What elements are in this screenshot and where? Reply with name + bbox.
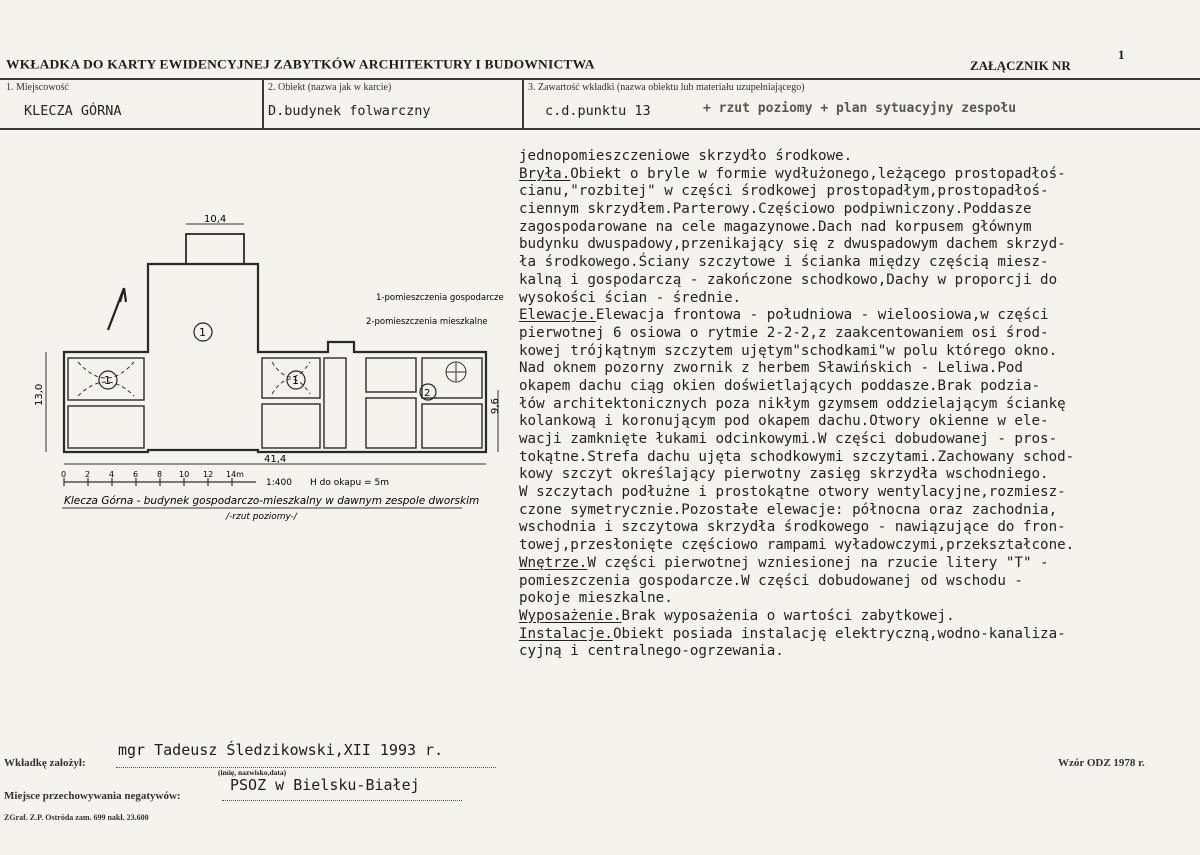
description-line-text: kalną i gospodarczą - zakończone schodkowo,Dachy w proporcji do [519, 271, 1058, 288]
description-line [519, 573, 1074, 591]
content-addition: + rzut poziomy + plan sytuacyjny zespołu [703, 101, 1017, 116]
author-dotted-line [116, 767, 496, 768]
description-line [519, 290, 1074, 308]
description-line-text: ciennym skrzydłem.Parterowy.Częściowo podpiwniczony.Poddasze [519, 201, 1032, 218]
description-line-text: Elewacja frontowa - południowa - wieloosiowa,w części [595, 307, 1049, 324]
description-line-text: zagospodarowane na cele magazynowe.Dach nad korpusem głównym [519, 218, 1032, 235]
description-line [519, 325, 1074, 343]
description-line-text: wysokości ścian - średnie. [519, 289, 742, 306]
description-line-text: Nad oknem pozorny zwornik z herbem Sławińskich - Leliwa.Pod [519, 360, 1023, 377]
annex-number: 1 [1118, 47, 1125, 62]
eaves-height: H do okapu = 5m [310, 478, 389, 488]
description-line [519, 608, 1074, 626]
description-line [519, 413, 1074, 431]
description-line-text: cyjną i centralnego-ogrzewania. [519, 643, 784, 660]
plan-legend-2: 2-pomieszczenia mieszkalne [366, 317, 488, 327]
object-value: D.budynek folwarczny [268, 103, 431, 119]
description-line-text: cianu,"rozbitej" w części środkowej prostopadłym,prostopadłoś- [519, 183, 1049, 200]
description-line-text: W szczytach podłużne i prostokątne otwory wentylacyjne,rozmiesz- [519, 484, 1066, 501]
header-title: WKŁADKA DO KARTY EWIDENCYJNEJ ZABYTKÓW ARCHITEKTURY I BUDOWNICTWA [6, 57, 595, 72]
description-line-text: jednopomieszczeniowe skrzydło środkowe. [519, 148, 853, 164]
description-line-text: budynku dwuspadowy,przenikający się z dwuspadowym dachem skrzyd- [519, 236, 1066, 253]
author-label: Wkładkę założył: [4, 757, 86, 769]
description-line [519, 272, 1074, 290]
description-line-text: ła środkowego.Ściany szczytowe i ścianka między częścią miesz- [519, 254, 1049, 271]
locality-label: 1. Miejscowość [6, 82, 69, 93]
room-label-1: 1 [199, 326, 206, 339]
section-heading: Instalacje. [519, 625, 613, 642]
description-line [519, 236, 1074, 254]
description-line [519, 431, 1074, 449]
description-line [519, 378, 1074, 396]
description-line-text: kowy szczyt określający pierwotny zasięg skrzydła wschodniego. [519, 466, 1049, 483]
field-divider-2 [522, 79, 524, 128]
description-line-text: Obiekt o bryle w formie wydłużonego,leżącego prostopadłoś- [570, 165, 1066, 182]
description-text [519, 148, 1074, 661]
room-label-2: 2 [424, 388, 431, 399]
description-line [519, 484, 1074, 502]
dim-left: 13,0 [34, 383, 45, 406]
section-heading: Elewacje. [519, 307, 596, 324]
locality-value: KLECZA GÓRNA [24, 103, 122, 119]
description-line [519, 360, 1074, 378]
description-line [519, 502, 1074, 520]
description-line [519, 590, 1074, 608]
section-heading: Bryła. [519, 165, 571, 182]
description-line [519, 626, 1074, 644]
form-label: Wzór ODZ 1978 r. [1058, 757, 1145, 769]
description-line [519, 396, 1074, 414]
description-line-text: czone symetrycznie.Pozostałe elewacje: północna oraz zachodnia, [519, 501, 1058, 518]
room-label-1: 1 [104, 374, 111, 387]
description-line [519, 519, 1074, 537]
description-line [519, 449, 1074, 467]
scale-number: 8 [157, 470, 163, 479]
description-line [519, 219, 1074, 237]
section-heading: Wnętrze. [519, 554, 588, 571]
description-line [519, 343, 1074, 361]
description-line [519, 537, 1074, 555]
plan-legend-1: 1-pomieszczenia gospodarcze [376, 293, 504, 303]
floor-plan-drawing [26, 212, 506, 527]
description-line-text: kolankową i koronującym pod okapem dachu.Otwory okienne w ele- [519, 413, 1049, 430]
description-line-text: wacji zamknięte łukami odcinkowymi.W części dobudowanej - pros- [519, 431, 1058, 447]
description-line-text: W części pierwotnej wzniesionej na rzucie litery "T" - [587, 554, 1049, 571]
fields-rule [0, 128, 1200, 130]
description-line [519, 466, 1074, 484]
scale-number: 12 [203, 470, 214, 479]
description-line [519, 166, 1074, 184]
description-line-text: pierwotnej 6 osiowa o rytmie 2-2-2,z zaakcentowaniem osi środ- [519, 324, 1049, 341]
description-line-text: okapem dachu ciąg okien doświetlających poddasze.Brak podzia- [519, 377, 1041, 394]
description-line-text: pomieszczenia gospodarcze.W części dobudowanej od wschodu - [519, 572, 1023, 589]
printer-note: ZGraf. Z.P. Ostróda zam. 699 nakł. 23.600 [4, 813, 149, 822]
description-line [519, 307, 1074, 325]
author-value: mgr Tadeusz Śledzikowski,XII 1993 r. [118, 741, 444, 759]
author-hint: (imię, nazwisko,data) [218, 768, 287, 777]
header-rule [0, 78, 1200, 80]
room-label-1: 1 [292, 374, 299, 387]
scale-number: 6 [133, 470, 139, 479]
negatives-dotted-line [222, 800, 462, 801]
object-label: 2. Obiekt (nazwa jak w karcie) [268, 82, 392, 93]
scale-number: 10 [179, 470, 190, 479]
description-line [519, 643, 1074, 661]
description-line [519, 148, 1074, 166]
scale-number: 4 [109, 470, 115, 479]
scale-number: 2 [85, 470, 91, 479]
dim-bottom: 41,4 [264, 454, 287, 465]
content-label: 3. Zawartość wkładki (nazwa obiektu lub materiału uzupełniającego) [528, 82, 805, 93]
description-line-text: pokoje mieszkalne. [519, 590, 673, 607]
description-line [519, 555, 1074, 573]
description-line-text: tokątne.Strefa dachu ujęta schodkowymi szczytami.Zachowany schod- [519, 448, 1075, 465]
description-line [519, 183, 1074, 201]
description-line-text: łów architektonicznych poza nikłym gzymsem oddzielającym ściankę [519, 395, 1066, 412]
scale-ratio: 1:400 [266, 478, 292, 488]
plan-caption-sub: /-rzut poziomy-/ [226, 512, 297, 522]
section-heading: Wyposażenie. [519, 607, 622, 624]
scale-number: 0 [61, 470, 67, 479]
dim-top: 10,4 [204, 214, 227, 225]
description-line [519, 254, 1074, 272]
plan-caption: Klecza Górna - budynek gospodarczo-mieszkalny w dawnym zespole dworskim [64, 495, 480, 507]
description-line-text: wschodnia i szczytowa skrzydła środkowego - nawiązujące do fron- [519, 519, 1066, 536]
description-line-text: towej,przesłonięte częściowo rampami wyładowczymi,przekształcone. [519, 537, 1075, 554]
negatives-label: Miejsce przechowywania negatywów: [4, 790, 181, 802]
scale-number: 14m [226, 470, 244, 479]
description-line [519, 201, 1074, 219]
description-line-text: kowej trójkątnym szczytem ujętym"schodkami"w polu którego okno. [519, 342, 1058, 359]
description-line-text: Obiekt posiada instalację elektryczną,wodno-kanaliza- [612, 625, 1066, 642]
content-value: c.d.punktu 13 [545, 103, 651, 119]
description-line-text: Brak wyposażenia o wartości zabytkowej. [621, 607, 955, 624]
annex-label: ZAŁĄCZNIK NR [970, 58, 1071, 73]
field-divider-1 [262, 79, 264, 128]
dim-right: 9,6 [490, 398, 501, 414]
negatives-value: PSOZ w Bielsku-Białej [230, 776, 420, 794]
